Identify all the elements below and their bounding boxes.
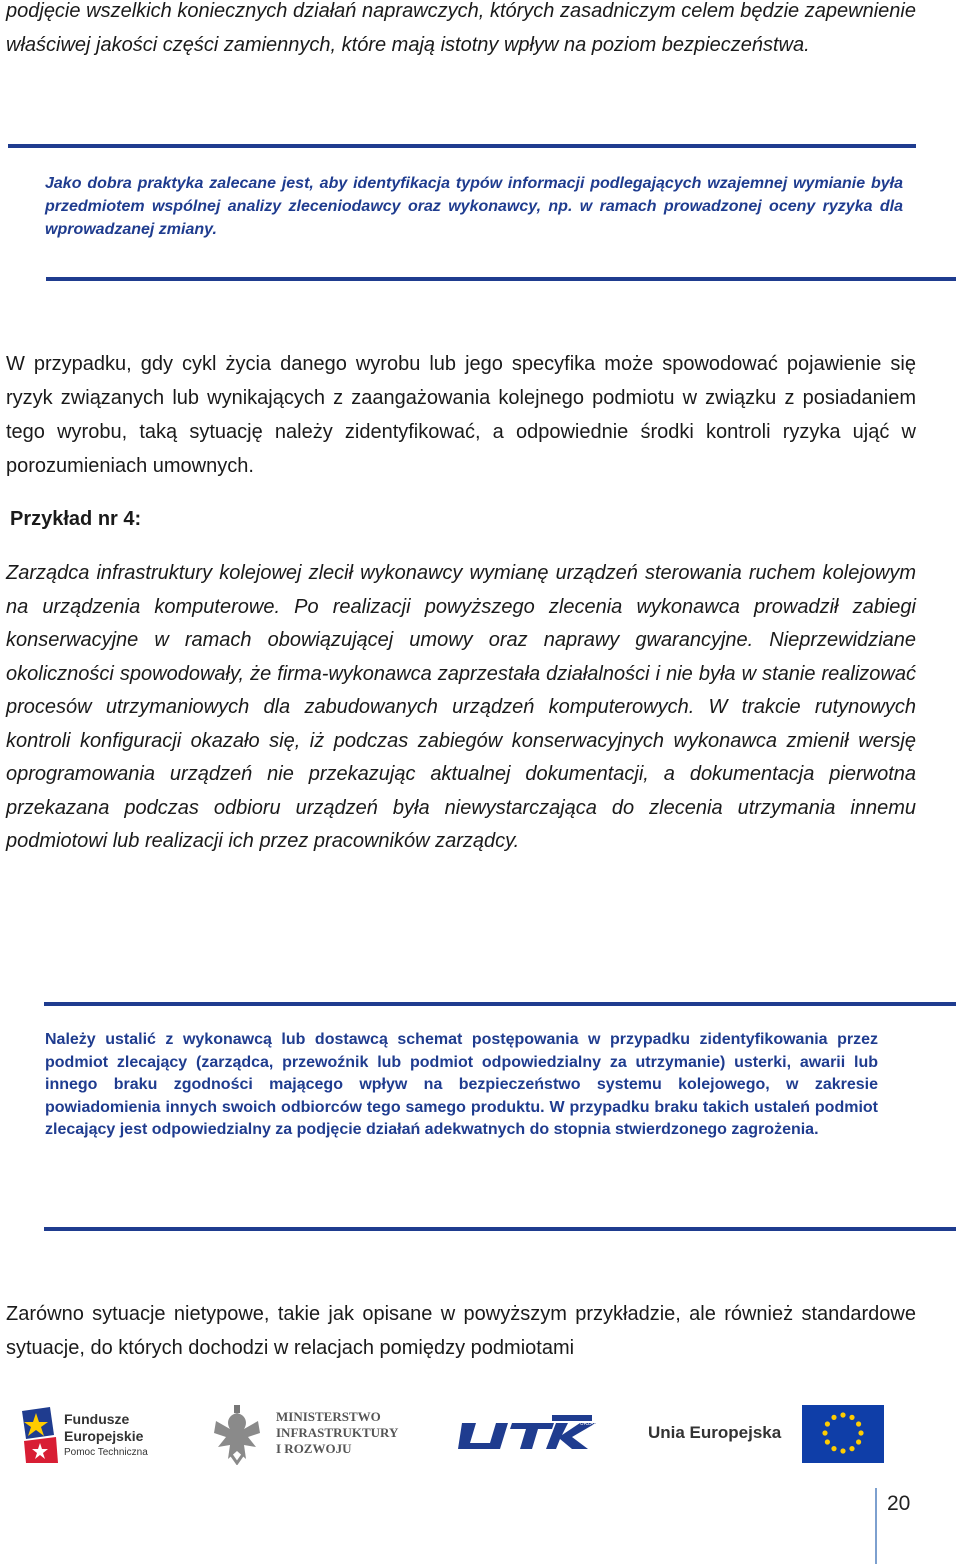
ministerstwo-line1: MINISTERSTWO xyxy=(276,1409,381,1424)
utk-logo xyxy=(456,1413,606,1457)
box1-top-rule xyxy=(8,144,916,148)
page-number: 20 xyxy=(887,1492,911,1515)
closing-paragraph: Zarówno sytuacje nietypowe, takie jak opisane w powyższym przykładzie, ale również standardowe sytuacje, do których dochodzi w relacjach pomiędzy podmiotami xyxy=(6,1303,916,1359)
utk-small-label: URZĄD xyxy=(580,1421,598,1427)
best-practice-note: Jako dobra praktyka zalecane jest, aby identyfikacja typów informacji podlegających wzajemnej wymianie była przedmiotem wspólnej analizy zleceniodawcy oraz wykonawcy, np. w ramach prowadzonej oceny ryzyka dla wprowadzanej zmiany. xyxy=(45,175,903,238)
unia-europejska-text: Unia Europejska xyxy=(648,1423,782,1442)
procedure-note: Należy ustalić z wykonawcą lub dostawcą schemat postępowania w przypadku zidentyfikowania przez podmiot zlecający (zarządca, przewoźnik lub podmiot odpowiedzialny za utrzymanie) usterki, awarii lub innego braku zgodności mającego wpływ na bezpieczeństwo systemu kolejowego, w zakresie powiadomienia innych swoich odbiorców tego samego produktu. W przypadku braku takich ustaleń podmiot zlecający jest odpowiedzialny za podjęcie działań adekwatnych do stopnia stwierdzonego zagrożenia. xyxy=(45,1031,878,1138)
unia-europejska-logo xyxy=(646,1405,886,1465)
fundusze-line2: Europejskie xyxy=(64,1428,144,1444)
fundusze-star-icon xyxy=(20,1405,60,1465)
page-number-rule xyxy=(875,1488,877,1564)
example-paragraph: Zarządca infrastruktury kolejowej zlecił wykonawcy wymianę urządzeń sterowania ruchem kolejowym na urządzenia komputerowe. Po realizacji powyższego zlecenia wykonawca prowadził zabiegi konserwacyjne w ramach obowiązującej umowy oraz naprawy gwarancyjne. Nieprzewidziane okoliczności spowodowały, że firma-wykonawca zaprzestała działalności i nie była w stanie realizować procesów utrzymaniowych dla zabudowanych urządzeń komputerowych. W trakcie rutynowych kontroli konfiguracji okazało się, iż podczas zabiegów konserwacyjnych wykonawca zmienił wersję oprogramowania urządzeń nie przekazując aktualnej dokumentacji, a dokumentacja pierwotna przekazana podczas odbioru urządzeń była niewystarczająca do zlecenia utrzymania innemu podmiotowi lub realizacji ich przez pracowników zarządcy. xyxy=(6,562,916,852)
fundusze-line3: Pomoc Techniczna xyxy=(64,1447,148,1458)
box2-top-rule xyxy=(44,1002,956,1006)
box2-bottom-rule xyxy=(44,1227,956,1231)
eagle-emblem-icon xyxy=(208,1403,266,1465)
utk-mark-icon xyxy=(456,1413,602,1455)
eu-flag-icon xyxy=(802,1405,884,1463)
ministerstwo-logo xyxy=(208,1403,423,1467)
fundusze-line1: Fundusze xyxy=(64,1411,130,1427)
lifecycle-paragraph: W przypadku, gdy cykl życia danego wyrobu lub jego specyfika może spowodować pojawienie się ryzyk związanych lub wynikających z zaangażowania kolejnego podmiotu w związku z posiadaniem tego wyrobu, taką sytuację należy zidentyfikować, a odpowiednie środki kontroli ryzyka ująć w porozumieniach umownych. xyxy=(6,353,916,477)
intro-paragraph: podjęcie wszelkich koniecznych działań naprawczych, których zasadniczym celem będzie zapewnienie właściwej jakości części zamiennych, które mają istotny wpływ na poziom bezpieczeństwa. xyxy=(6,0,916,56)
footer-logos xyxy=(0,1395,960,1475)
ministerstwo-line2: INFRASTRUKTURY xyxy=(276,1425,399,1440)
example-heading: Przykład nr 4: xyxy=(10,508,142,530)
ministerstwo-line3: I ROZWOJU xyxy=(276,1441,352,1456)
box1-bottom-rule xyxy=(46,277,956,281)
fundusze-europejskie-logo xyxy=(20,1403,160,1467)
